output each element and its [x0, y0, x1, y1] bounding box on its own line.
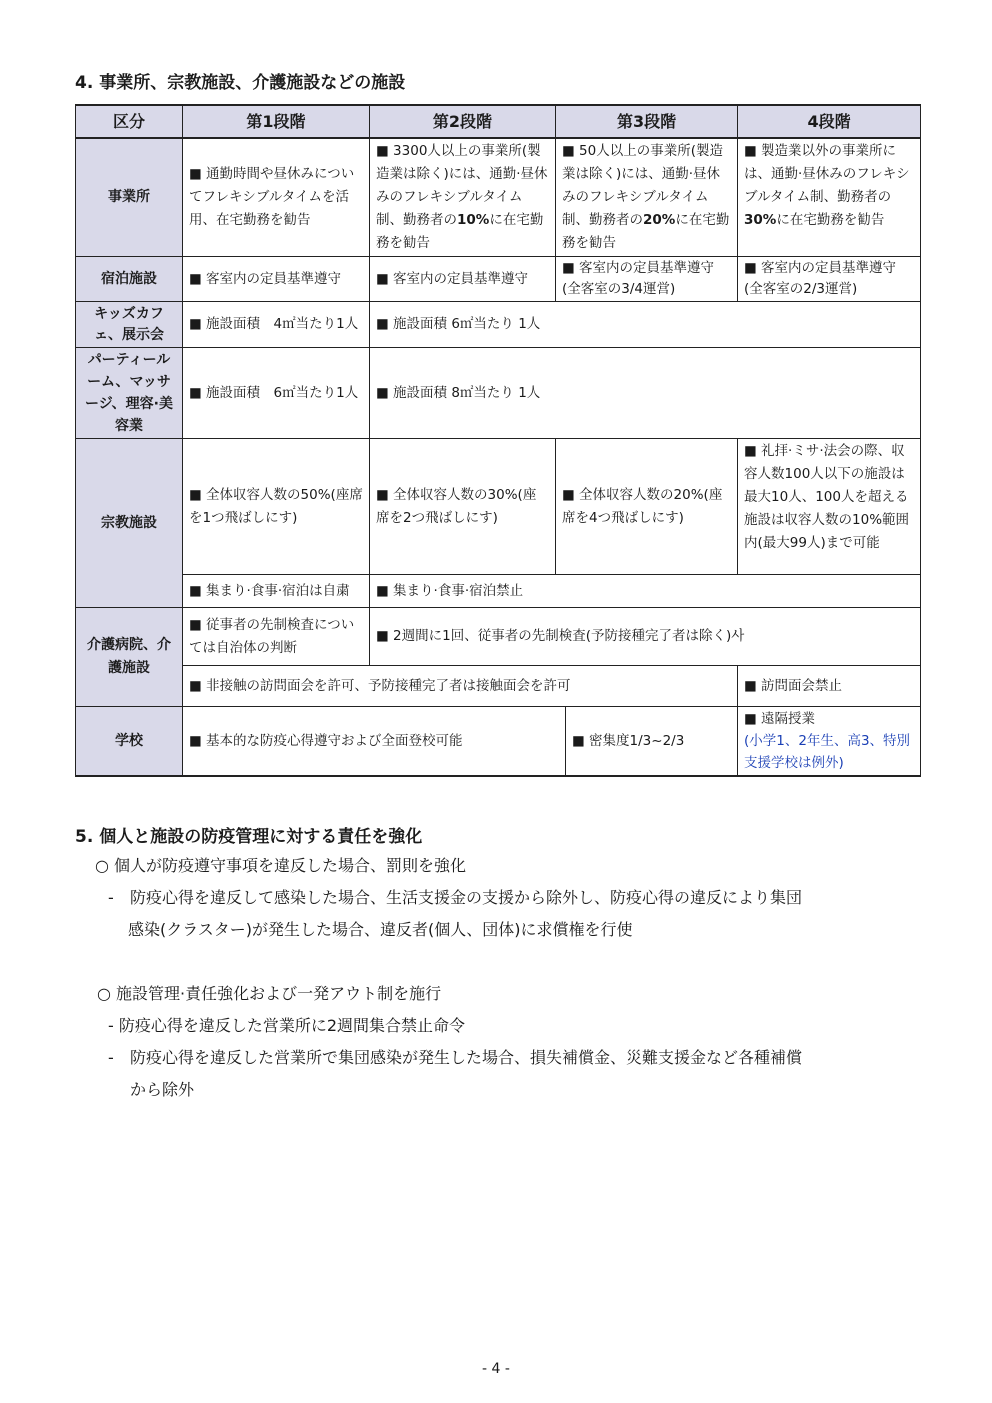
party-stage-2-4: ■ 施設面積 8㎡当たり 1人 [370, 348, 921, 439]
section-5-item-1-sub-line-1: 防疫心得を違反して感染した場合、生活支援金の支援から除外し、防疫心得の違反により集団 [130, 888, 803, 907]
care-visit-stage-1-3: ■ 非接触の訪問面会を許可、予防接種完了者は接触面会を許可 [183, 666, 738, 707]
religion-stage-2: ■ 全体収容人数の30%(座席を2つ飛ばしにす) [370, 439, 556, 575]
table-row-office [76, 138, 921, 257]
lodging-stage-2: ■ 客室内の定員基準遵守 [370, 257, 556, 302]
header-stage-4: 4段階 [738, 105, 921, 138]
school-stage-1-2: ■ 基本的な防疫心得遵守および全面登校可能 [183, 707, 566, 777]
office-stage-2 [370, 138, 556, 257]
office-stage-3 [556, 138, 738, 257]
table-row-care [76, 608, 921, 666]
kids-stage-1: ■ 施設面積 4㎡当たり1人 [183, 302, 370, 348]
office-stage-2-percent: 10% [457, 212, 490, 228]
section-5-item-2-sub-2-dash: - [108, 1048, 114, 1067]
facility-stage-table [75, 104, 921, 777]
section-5-item-1-dash: - [108, 888, 114, 907]
page-number: - 4 - [482, 1361, 510, 1377]
office-stage-4-percent: 30% [744, 212, 777, 228]
lodging-stage-3-note: (全客室の3/4運営) [562, 281, 676, 297]
row-label-care: 介護病院、介護施設 [76, 608, 183, 707]
section-5-item-2-sub-2-line-2: から除外 [130, 1080, 195, 1099]
table-row-lodging [76, 257, 921, 302]
office-stage-1: ■ 通勤時間や昼休みについてフレキシブルタイムを活用、在宅勤務を勧告 [183, 138, 370, 257]
school-stage-3: ■ 密集度1/3~2/3 [566, 707, 738, 777]
header-stage-1: 第1段階 [183, 105, 370, 138]
row-label-party: パーティールーム、マッサージ、理容·美容業 [76, 348, 183, 439]
section-5-item-2-sub-2-line-1: 防疫心得を違反した営業所で集団感染が発生した場合、損失補償金、災難支援金など各種補償 [130, 1048, 803, 1067]
section-5-item-1: ○ 個人が防疫遵守事項を違反した場合、罰則を強化 [95, 856, 467, 875]
care-stage-1: ■ 従事者の先制検査については自治体の判断 [183, 608, 370, 666]
care-stage-2-4: ■ 2週間に1回、従事者の先制検査(予防接種完了者は除く)사 [370, 608, 921, 666]
religion-gathering-stage-2-4: ■ 集まり·食事·宿泊禁止 [370, 575, 921, 608]
office-stage-4-tail: に在宅勤務を勧告 [776, 212, 885, 228]
office-stage-3-percent: 20% [643, 212, 676, 228]
party-stage-1: ■ 施設面積 6㎡当たり1人 [183, 348, 370, 439]
office-stage-4-text: ■ 製造業以外の事業所には、通勤·昼休みのフレキシブルタイム制、勤務者の [744, 143, 910, 205]
office-stage-4 [738, 138, 921, 257]
row-label-school: 学校 [76, 707, 183, 777]
section-5-item-2-sub-1: - 防疫心得を違反した営業所に2週間集合禁止命令 [108, 1016, 466, 1035]
table-row-religion [76, 439, 921, 575]
row-label-kids: キッズカフェ、展示会 [76, 302, 183, 348]
table-header-row [76, 105, 921, 138]
row-label-office: 事業所 [76, 138, 183, 257]
kids-stage-2-4: ■ 施設面積 6㎡当たり 1人 [370, 302, 921, 348]
table-row-care-visit [76, 666, 921, 707]
lodging-stage-3 [556, 257, 738, 302]
office-stage-2-tail: に在宅勤務を勧告 [376, 212, 544, 251]
care-visit-stage-4: ■ 訪問面会禁止 [738, 666, 921, 707]
religion-stage-1: ■ 全体収容人数の50%(座席を1つ飛ばしにす) [183, 439, 370, 575]
table-row-kids [76, 302, 921, 348]
lodging-stage-4 [738, 257, 921, 302]
section-4-title: 4. 事業所、宗教施設、介護施設などの施設 [75, 73, 406, 93]
lodging-stage-4-note: (全客室の2/3運営) [744, 281, 858, 297]
school-stage-4 [738, 707, 921, 777]
school-stage-4-text: ■ 遠隔授業 [744, 711, 816, 727]
religion-gathering-stage-1: ■ 集まり·食事·宿泊は自粛 [183, 575, 370, 608]
religion-stage-3: ■ 全体収容人数の20%(座席を4つ飛ばしにす) [556, 439, 738, 575]
row-label-lodging: 宿泊施設 [76, 257, 183, 302]
header-stage-2: 第2段階 [370, 105, 556, 138]
lodging-stage-1: ■ 客室内の定員基準遵守 [183, 257, 370, 302]
lodging-stage-3-text: ■ 客室内の定員基準遵守 [562, 260, 715, 276]
header-stage-3: 第3段階 [556, 105, 738, 138]
religion-stage-4: ■ 礼拝·ミサ·法会の際、収容人数100人以下の施設は最大10人、100人を超える施設は収容人数の10%範囲内(最大99人)まで可能 [738, 439, 921, 575]
section-5-item-1-sub-line-2: 感染(クラスター)が発生した場合、違反者(個人、団体)に求償権を行使 [128, 920, 633, 939]
lodging-stage-4-text: ■ 客室内の定員基準遵守 [744, 260, 897, 276]
office-stage-3-text: ■ 50人以上の事業所(製造業は除く)には、通勤·昼休みのフレキシブルタイム制、勤務者の [562, 143, 723, 228]
section-5-item-2: ○ 施設管理·責任強化および一発アウト制を施行 [97, 984, 442, 1003]
header-category: 区分 [76, 105, 183, 138]
table-row-party [76, 348, 921, 439]
row-label-religion: 宗教施設 [76, 439, 183, 608]
section-5-title: 5. 個人と施設の防疫管理に対する責任を強化 [75, 827, 423, 847]
table-row-religion-gathering [76, 575, 921, 608]
office-stage-3-tail: に在宅勤務を勧告 [562, 212, 730, 251]
table-row-school [76, 707, 921, 777]
office-stage-2-text: ■ 3300人以上の事業所(製造業は除く)には、通勤·昼休みのフレキシブルタイム制、勤務者の [376, 143, 548, 228]
school-stage-4-note: (小学1、2年生、高3、特別支援学校は例外) [744, 733, 911, 771]
